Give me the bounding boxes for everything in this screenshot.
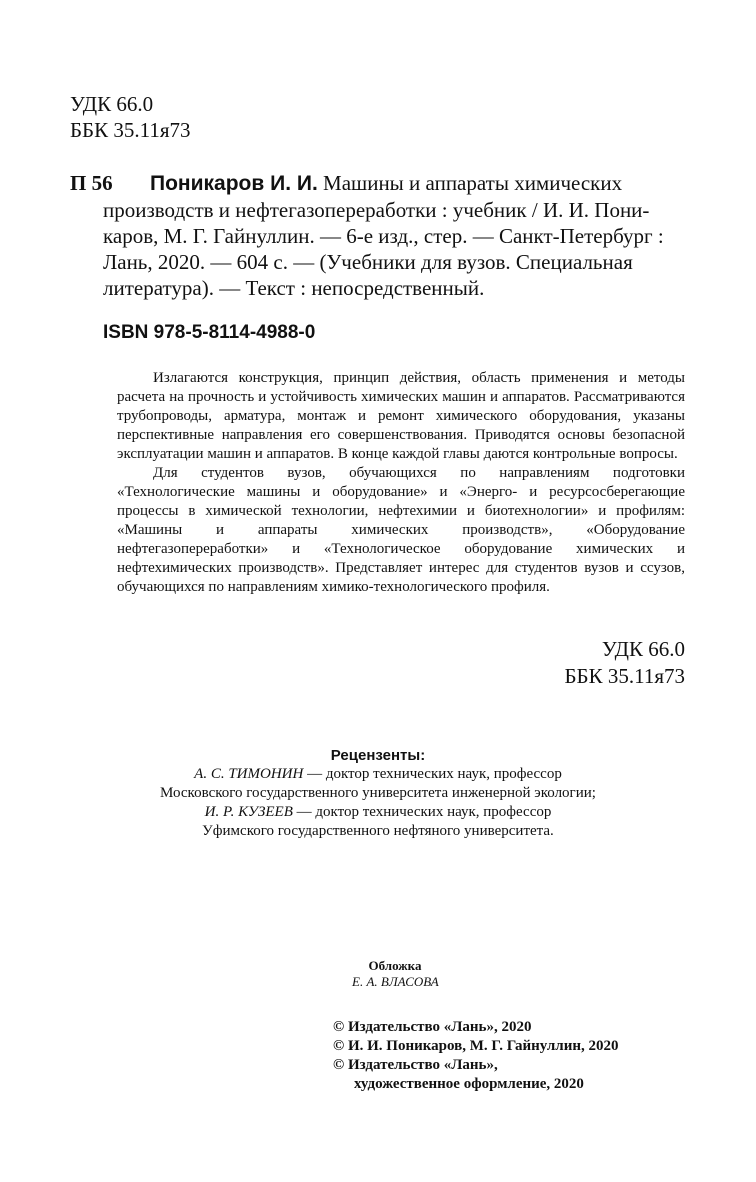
copyright-line-2: © И. И. Поникаров, М. Г. Гайнуллин, 2020 xyxy=(333,1038,619,1054)
reviewer-1 xyxy=(100,765,656,784)
entry-line-2: производств и нефтегазопереработки : учебник / И. И. Пони- xyxy=(103,198,650,222)
copyright-block xyxy=(333,1018,619,1094)
bbk-code-repeat: ББК 35.11я73 xyxy=(564,664,685,688)
reviewer-2-title: — доктор технических наук, профессор xyxy=(296,804,552,820)
author-mark: П 56 xyxy=(70,171,113,195)
cover-label: Обложка xyxy=(368,958,422,973)
cover-artist: Е. А. ВЛАСОВА xyxy=(352,974,439,989)
entry-line-3: каров, М. Г. Гайнуллин. — 6-е изд., стер. — Санкт-Петербург : xyxy=(103,224,664,248)
reviewer-1-title: — доктор технических наук, профессор xyxy=(307,766,562,782)
classification-footer xyxy=(564,636,685,690)
classification-header xyxy=(70,91,191,143)
abstract-paragraph-1: Излагаются конструкция, принцип действия, область применения и методы расчета на прочность и устойчивость химических машин и аппаратов. Рассматриваются трубопроводы, арматура, монтаж и ремонт химического оборудования, указаны перспективные направления его совершенствования. Приводятся основы безопасной эксплуатации машин и аппаратов. В конце каждой главы даются контрольные вопросы. xyxy=(117,370,685,462)
reviewer-2-org: Уфимского государственного нефтяного университета. xyxy=(202,823,554,839)
isbn: ISBN 978-5-8114-4988-0 xyxy=(103,322,316,343)
reviewers-heading: Рецензенты: xyxy=(330,747,426,764)
udk-code: УДК 66.0 xyxy=(70,92,154,116)
cover-credit xyxy=(330,958,460,990)
entry-line-5: литература). — Текст : непосредственный. xyxy=(103,276,485,300)
reviewer-2 xyxy=(100,803,656,822)
bibliographic-entry xyxy=(103,170,685,301)
reviewer-1-name: А. С. ТИМОНИН xyxy=(194,766,304,782)
copyright-line-3: © Издательство «Лань», xyxy=(333,1057,498,1073)
udk-code-repeat: УДК 66.0 xyxy=(601,637,685,661)
entry-title-start: Машины и аппараты химических xyxy=(323,171,623,195)
bbk-code: ББК 35.11я73 xyxy=(70,118,191,142)
reviewer-2-name: И. Р. КУЗЕЕВ xyxy=(204,804,293,820)
entry-line-1 xyxy=(103,170,685,197)
entry-line-4: Лань, 2020. — 604 с. — (Учебники для вузов. Специальная xyxy=(103,250,633,274)
reviewer-1-org: Московского государственного университета инженерной экологии; xyxy=(160,785,596,801)
reviewers-block xyxy=(100,746,656,841)
copyright-line-4: художественное оформление, 2020 xyxy=(354,1076,584,1092)
abstract-paragraph-2: Для студентов вузов, обучающихся по направлениям подготовки «Технологические машины и оборудование» и «Энерго- и ресурсосберегающие процессы в химической технологии, нефтехимии и биотехнологии» и профилям: «Машины и аппараты химических производств», «Оборудование нефтегазопереработки» и «Технологическое оборудование химических и нефтехимических производств». Представляет интерес для студентов вузов и ссузов, обучающихся по направлениям химико-технологического профиля. xyxy=(117,465,685,595)
copyright-line-1: © Издательство «Лань», 2020 xyxy=(333,1019,532,1035)
abstract xyxy=(117,369,685,597)
entry-author: Поникаров И. И. xyxy=(150,172,318,195)
